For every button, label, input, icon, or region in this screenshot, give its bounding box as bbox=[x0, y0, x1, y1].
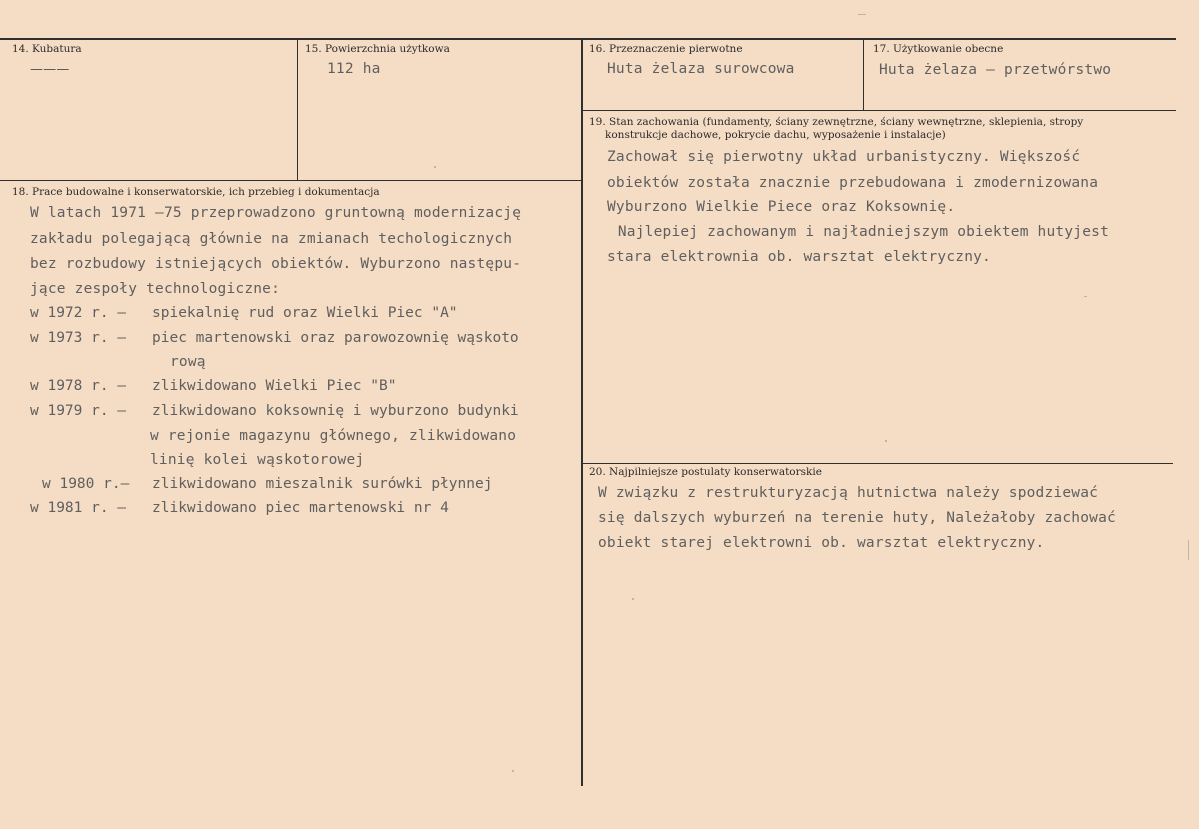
entry-year: w 1980 r.– bbox=[42, 476, 130, 492]
entry-year: w 1979 r. – bbox=[30, 403, 127, 419]
paper-speck bbox=[632, 598, 634, 600]
section-20-label: 20. Najpilniejsze postulaty konserwatorskie bbox=[589, 466, 822, 478]
entry-year: w 1973 r. – bbox=[30, 330, 127, 346]
section-20-line: obiekt starej elektrowni ob. warsztat elektryczny. bbox=[598, 535, 1045, 551]
rule-above-18 bbox=[0, 180, 581, 181]
section-15-label: 15. Powierzchnia użytkowa bbox=[305, 43, 450, 55]
divider-17 bbox=[863, 40, 864, 110]
paper-speck bbox=[1188, 540, 1189, 560]
section-14-value: ——— bbox=[30, 62, 70, 77]
entry-year: w 1978 r. – bbox=[30, 378, 127, 394]
section-19-line: Zachował się pierwotny układ urbanistyczny. Większość bbox=[607, 149, 1081, 165]
section-19-label: 19. Stan zachowania (fundamenty, ściany zewnętrzne, ściany wewnętrzne, sklepienia, stropy bbox=[589, 116, 1084, 128]
entry-1973 bbox=[30, 330, 519, 346]
rule-above-19 bbox=[583, 110, 1176, 111]
intro-line: bez rozbudowy istniejących obiektów. Wyburzono następu- bbox=[30, 256, 522, 272]
entry-year: w 1972 r. – bbox=[30, 305, 127, 321]
section-16-value: Huta żelaza surowcowa bbox=[607, 61, 795, 77]
section-19-line: obiektów została znacznie przebudowana i zmodernizowana bbox=[607, 175, 1099, 191]
entry-1972 bbox=[30, 305, 458, 321]
section-15-value: 112 ha bbox=[327, 61, 381, 77]
paper-speck bbox=[1084, 296, 1087, 297]
section-19-line: Najlepiej zachowanym i najładniejszym obiektem hutyjest bbox=[600, 224, 1109, 240]
entry-1978 bbox=[30, 378, 396, 394]
paper-speck bbox=[885, 440, 887, 442]
intro-line: W latach 1971 –75 przeprowadzono gruntowną modernizację bbox=[30, 205, 522, 221]
section-19-label-cont: konstrukcje dachowe, pokrycie dachu, wyposażenie i instalacje) bbox=[605, 129, 946, 141]
entry-1979-cont: w rejonie magazynu głównego, zlikwidowano bbox=[150, 428, 517, 444]
section-17-label: 17. Użytkowanie obecne bbox=[873, 43, 1004, 55]
entry-text: zlikwidowano piec martenowski nr 4 bbox=[152, 500, 449, 516]
top-rule bbox=[0, 38, 1176, 40]
section-18-label: 18. Prace budowalne i konserwatorskie, ich przebieg i dokumentacja bbox=[12, 186, 380, 198]
section-16-label: 16. Przeznaczenie pierwotne bbox=[589, 43, 743, 55]
center-divider bbox=[581, 40, 583, 786]
intro-line: zakładu polegającą głównie na zmianach techologicznych bbox=[30, 231, 513, 247]
intro-line: jące zespoły technologiczne: bbox=[30, 281, 281, 297]
entry-1979 bbox=[30, 403, 519, 419]
entry-text: zlikwidowano Wielki Piec "B" bbox=[152, 378, 397, 394]
divider-15 bbox=[297, 40, 298, 180]
entry-1973-cont: rową bbox=[170, 354, 206, 370]
paper-speck bbox=[434, 166, 436, 168]
section-20-line: się dalszych wyburzeń na terenie huty, Należałoby zachować bbox=[598, 510, 1116, 526]
entry-1979-cont: linię kolei wąskotorowej bbox=[150, 452, 365, 468]
entry-1980 bbox=[42, 476, 492, 492]
section-19-line: Wyburzono Wielkie Piece oraz Koksownię. bbox=[607, 199, 956, 215]
entry-1981 bbox=[30, 500, 449, 516]
paper-speck bbox=[858, 14, 866, 15]
rule-above-20 bbox=[583, 463, 1173, 464]
section-17-value: Huta żelaza – przetwórstwo bbox=[879, 62, 1112, 78]
section-14-label: 14. Kubatura bbox=[12, 43, 82, 55]
entry-text: piec martenowski oraz parowozownię wąskoto bbox=[152, 330, 519, 346]
entry-text: spiekalnię rud oraz Wielki Piec "A" bbox=[152, 305, 458, 321]
section-20-line: W związku z restrukturyzacją hutnictwa należy spodziewać bbox=[598, 485, 1099, 501]
entry-year: w 1981 r. – bbox=[30, 500, 127, 516]
entry-text: zlikwidowano koksownię i wyburzono budynki bbox=[152, 403, 519, 419]
entry-text: zlikwidowano mieszalnik surówki płynnej bbox=[152, 476, 493, 492]
section-19-line: stara elektrownia ob. warsztat elektryczny. bbox=[607, 249, 991, 265]
paper-speck bbox=[512, 770, 514, 772]
